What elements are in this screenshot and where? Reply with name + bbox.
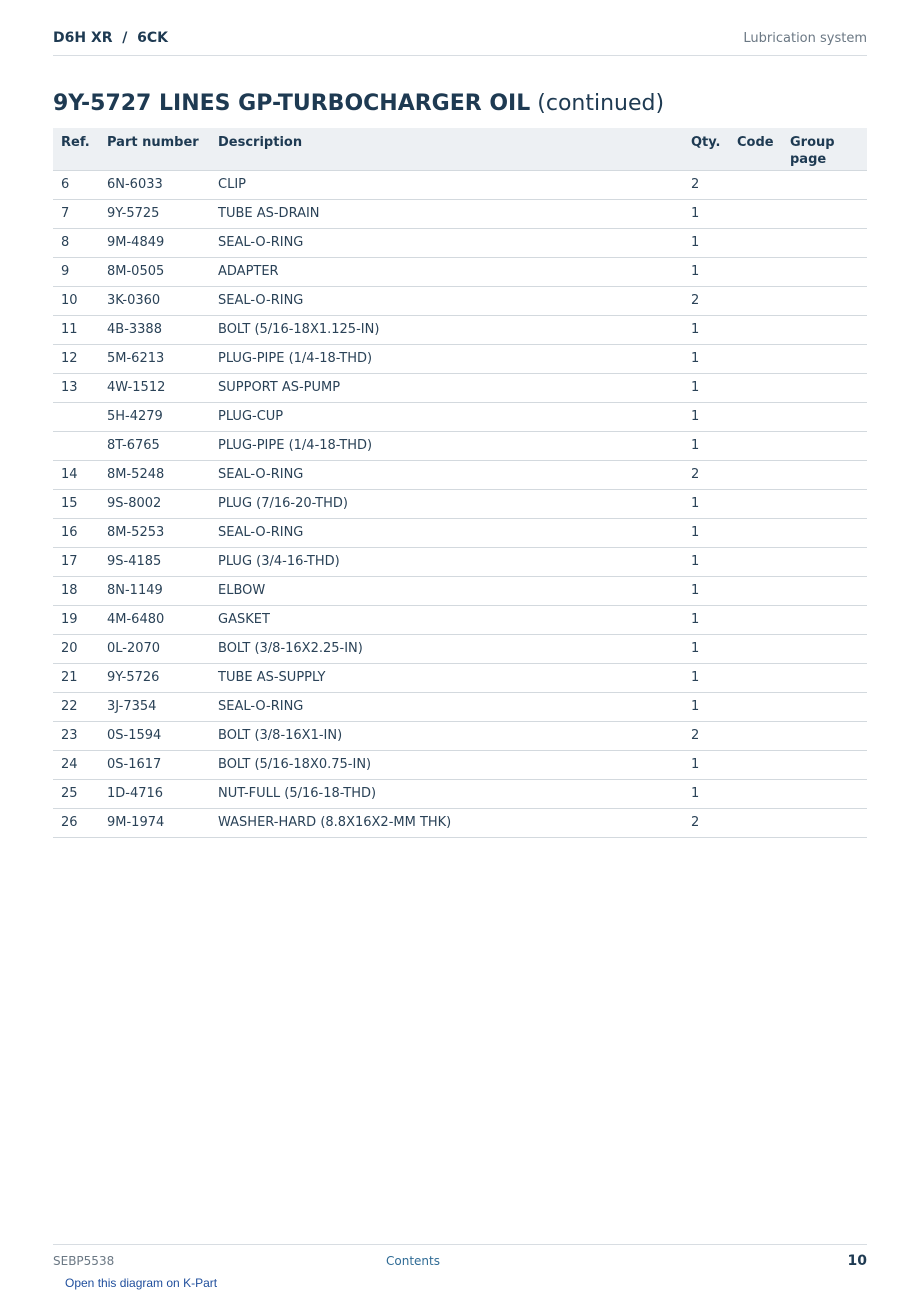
- table-row: [53, 808, 867, 837]
- cell-ref: 22: [53, 692, 99, 721]
- cell-code: [729, 228, 782, 257]
- cell-ref: 15: [53, 489, 99, 518]
- cell-qty: 2: [683, 170, 729, 199]
- cell-part-number: 5H-4279: [99, 402, 210, 431]
- cell-group-page: [782, 199, 867, 228]
- table-row: [53, 315, 867, 344]
- cell-description: PLUG-PIPE (1/4-18-THD): [210, 431, 683, 460]
- cell-qty: 1: [683, 228, 729, 257]
- table-row: [53, 228, 867, 257]
- table-row: [53, 518, 867, 547]
- cell-code: [729, 402, 782, 431]
- cell-group-page: [782, 692, 867, 721]
- column-header-code: Code: [729, 128, 782, 170]
- cell-group-page: [782, 373, 867, 402]
- column-header-part-number: Part number: [99, 128, 210, 170]
- cell-qty: 2: [683, 460, 729, 489]
- cell-qty: 2: [683, 808, 729, 837]
- cell-qty: 1: [683, 779, 729, 808]
- cell-qty: 1: [683, 373, 729, 402]
- cell-qty: 1: [683, 489, 729, 518]
- cell-description: SEAL-O-RING: [210, 518, 683, 547]
- cell-code: [729, 170, 782, 199]
- cell-code: [729, 576, 782, 605]
- cell-description: SEAL-O-RING: [210, 692, 683, 721]
- cell-qty: 1: [683, 315, 729, 344]
- cell-code: [729, 663, 782, 692]
- cell-qty: 1: [683, 634, 729, 663]
- section-name: Lubrication system: [743, 31, 867, 46]
- cell-code: [729, 257, 782, 286]
- cell-code: [729, 286, 782, 315]
- document-code: SEBP5538: [53, 1254, 115, 1268]
- cell-part-number: 9S-4185: [99, 547, 210, 576]
- cell-description: BOLT (5/16-18X1.125-IN): [210, 315, 683, 344]
- table-row: [53, 692, 867, 721]
- cell-part-number: 0S-1617: [99, 750, 210, 779]
- cell-group-page: [782, 518, 867, 547]
- cell-ref: [53, 431, 99, 460]
- cell-part-number: 9S-8002: [99, 489, 210, 518]
- cell-description: CLIP: [210, 170, 683, 199]
- table-row: [53, 344, 867, 373]
- cell-qty: 1: [683, 199, 729, 228]
- page-footer: [53, 1244, 867, 1275]
- cell-code: [729, 518, 782, 547]
- machine-model: D6H XR / 6CK: [53, 30, 169, 46]
- cell-ref: 12: [53, 344, 99, 373]
- table-row: [53, 286, 867, 315]
- cell-part-number: 9M-1974: [99, 808, 210, 837]
- cell-ref: [53, 402, 99, 431]
- table-row: [53, 199, 867, 228]
- cell-description: BOLT (5/16-18X0.75-IN): [210, 750, 683, 779]
- table-row: [53, 605, 867, 634]
- cell-description: WASHER-HARD (8.8X16X2-MM THK): [210, 808, 683, 837]
- cell-qty: 1: [683, 692, 729, 721]
- cell-ref: 6: [53, 170, 99, 199]
- cell-group-page: [782, 634, 867, 663]
- cell-ref: 24: [53, 750, 99, 779]
- cell-qty: 1: [683, 431, 729, 460]
- cell-part-number: 8N-1149: [99, 576, 210, 605]
- table-row: [53, 460, 867, 489]
- table-row: [53, 547, 867, 576]
- cell-description: BOLT (3/8-16X2.25-IN): [210, 634, 683, 663]
- cell-part-number: 9Y-5726: [99, 663, 210, 692]
- cell-description: PLUG (7/16-20-THD): [210, 489, 683, 518]
- cell-part-number: 3J-7354: [99, 692, 210, 721]
- cell-description: SEAL-O-RING: [210, 228, 683, 257]
- column-header-qty: Qty.: [683, 128, 729, 170]
- cell-qty: 1: [683, 605, 729, 634]
- cell-ref: 18: [53, 576, 99, 605]
- cell-code: [729, 489, 782, 518]
- cell-code: [729, 547, 782, 576]
- cell-ref: 21: [53, 663, 99, 692]
- cell-code: [729, 750, 782, 779]
- cell-group-page: [782, 170, 867, 199]
- cell-part-number: 4B-3388: [99, 315, 210, 344]
- cell-ref: 23: [53, 721, 99, 750]
- cell-code: [729, 779, 782, 808]
- cell-description: SEAL-O-RING: [210, 460, 683, 489]
- cell-group-page: [782, 808, 867, 837]
- cell-group-page: [782, 402, 867, 431]
- cell-part-number: 4M-6480: [99, 605, 210, 634]
- cell-code: [729, 808, 782, 837]
- cell-description: TUBE AS-DRAIN: [210, 199, 683, 228]
- table-row: [53, 170, 867, 199]
- cell-code: [729, 605, 782, 634]
- table-row: [53, 663, 867, 692]
- cell-ref: 8: [53, 228, 99, 257]
- cell-qty: 1: [683, 663, 729, 692]
- cell-group-page: [782, 605, 867, 634]
- cell-code: [729, 460, 782, 489]
- cell-part-number: 8M-5248: [99, 460, 210, 489]
- cell-group-page: [782, 228, 867, 257]
- cell-description: GASKET: [210, 605, 683, 634]
- cell-ref: 13: [53, 373, 99, 402]
- table-row: [53, 489, 867, 518]
- cell-ref: 19: [53, 605, 99, 634]
- cell-ref: 16: [53, 518, 99, 547]
- cell-code: [729, 315, 782, 344]
- cell-group-page: [782, 431, 867, 460]
- table-row: [53, 373, 867, 402]
- table-row: [53, 779, 867, 808]
- cell-description: PLUG (3/4-16-THD): [210, 547, 683, 576]
- page-header: [53, 28, 867, 56]
- cell-part-number: 9Y-5725: [99, 199, 210, 228]
- cell-group-page: [782, 779, 867, 808]
- table-header-row: [53, 128, 867, 170]
- page-title-suffix: (continued): [530, 91, 665, 116]
- cell-ref: 10: [53, 286, 99, 315]
- cell-part-number: 8M-5253: [99, 518, 210, 547]
- cell-group-page: [782, 750, 867, 779]
- cell-group-page: [782, 315, 867, 344]
- cell-part-number: 0S-1594: [99, 721, 210, 750]
- cell-description: NUT-FULL (5/16-18-THD): [210, 779, 683, 808]
- cell-ref: 7: [53, 199, 99, 228]
- cell-description: ELBOW: [210, 576, 683, 605]
- cell-qty: 1: [683, 402, 729, 431]
- cell-part-number: 1D-4716: [99, 779, 210, 808]
- table-row: [53, 576, 867, 605]
- cell-ref: 26: [53, 808, 99, 837]
- column-header-ref: Ref.: [53, 128, 99, 170]
- page-number: 10: [847, 1253, 867, 1269]
- cell-qty: 1: [683, 257, 729, 286]
- column-header-group-page: Group page: [782, 128, 867, 170]
- cell-part-number: 8T-6765: [99, 431, 210, 460]
- cell-code: [729, 199, 782, 228]
- cell-part-number: 5M-6213: [99, 344, 210, 373]
- page-title: [53, 90, 664, 118]
- cell-ref: 20: [53, 634, 99, 663]
- page-title-main: 9Y-5727 LINES GP-TURBOCHARGER OIL: [53, 91, 531, 116]
- table-row: [53, 634, 867, 663]
- cell-qty: 1: [683, 750, 729, 779]
- cell-code: [729, 692, 782, 721]
- table-row: [53, 402, 867, 431]
- cell-code: [729, 431, 782, 460]
- cell-part-number: 0L-2070: [99, 634, 210, 663]
- cell-code: [729, 373, 782, 402]
- cell-part-number: 8M-0505: [99, 257, 210, 286]
- cell-ref: 25: [53, 779, 99, 808]
- open-diagram-k-part-link[interactable]: Open this diagram on K-Part: [65, 1276, 218, 1290]
- cell-code: [729, 634, 782, 663]
- cell-part-number: 4W-1512: [99, 373, 210, 402]
- cell-description: SUPPORT AS-PUMP: [210, 373, 683, 402]
- cell-ref: 9: [53, 257, 99, 286]
- cell-description: TUBE AS-SUPPLY: [210, 663, 683, 692]
- column-header-description: Description: [210, 128, 683, 170]
- cell-ref: 11: [53, 315, 99, 344]
- cell-qty: 1: [683, 576, 729, 605]
- cell-qty: 2: [683, 721, 729, 750]
- cell-group-page: [782, 460, 867, 489]
- cell-qty: 1: [683, 518, 729, 547]
- cell-group-page: [782, 576, 867, 605]
- cell-part-number: 6N-6033: [99, 170, 210, 199]
- cell-qty: 2: [683, 286, 729, 315]
- cell-code: [729, 721, 782, 750]
- parts-table: [53, 128, 867, 838]
- cell-group-page: [782, 257, 867, 286]
- cell-code: [729, 344, 782, 373]
- table-row: [53, 431, 867, 460]
- cell-group-page: [782, 286, 867, 315]
- cell-qty: 1: [683, 344, 729, 373]
- cell-description: SEAL-O-RING: [210, 286, 683, 315]
- cell-description: BOLT (3/8-16X1-IN): [210, 721, 683, 750]
- cell-description: PLUG-CUP: [210, 402, 683, 431]
- table-row: [53, 750, 867, 779]
- cell-group-page: [782, 547, 867, 576]
- contents-link[interactable]: Contents: [386, 1254, 440, 1268]
- cell-description: PLUG-PIPE (1/4-18-THD): [210, 344, 683, 373]
- table-row: [53, 257, 867, 286]
- cell-group-page: [782, 489, 867, 518]
- cell-description: ADAPTER: [210, 257, 683, 286]
- cell-group-page: [782, 721, 867, 750]
- cell-qty: 1: [683, 547, 729, 576]
- cell-group-page: [782, 663, 867, 692]
- cell-part-number: 9M-4849: [99, 228, 210, 257]
- table-row: [53, 721, 867, 750]
- cell-group-page: [782, 344, 867, 373]
- cell-ref: 17: [53, 547, 99, 576]
- cell-ref: 14: [53, 460, 99, 489]
- cell-part-number: 3K-0360: [99, 286, 210, 315]
